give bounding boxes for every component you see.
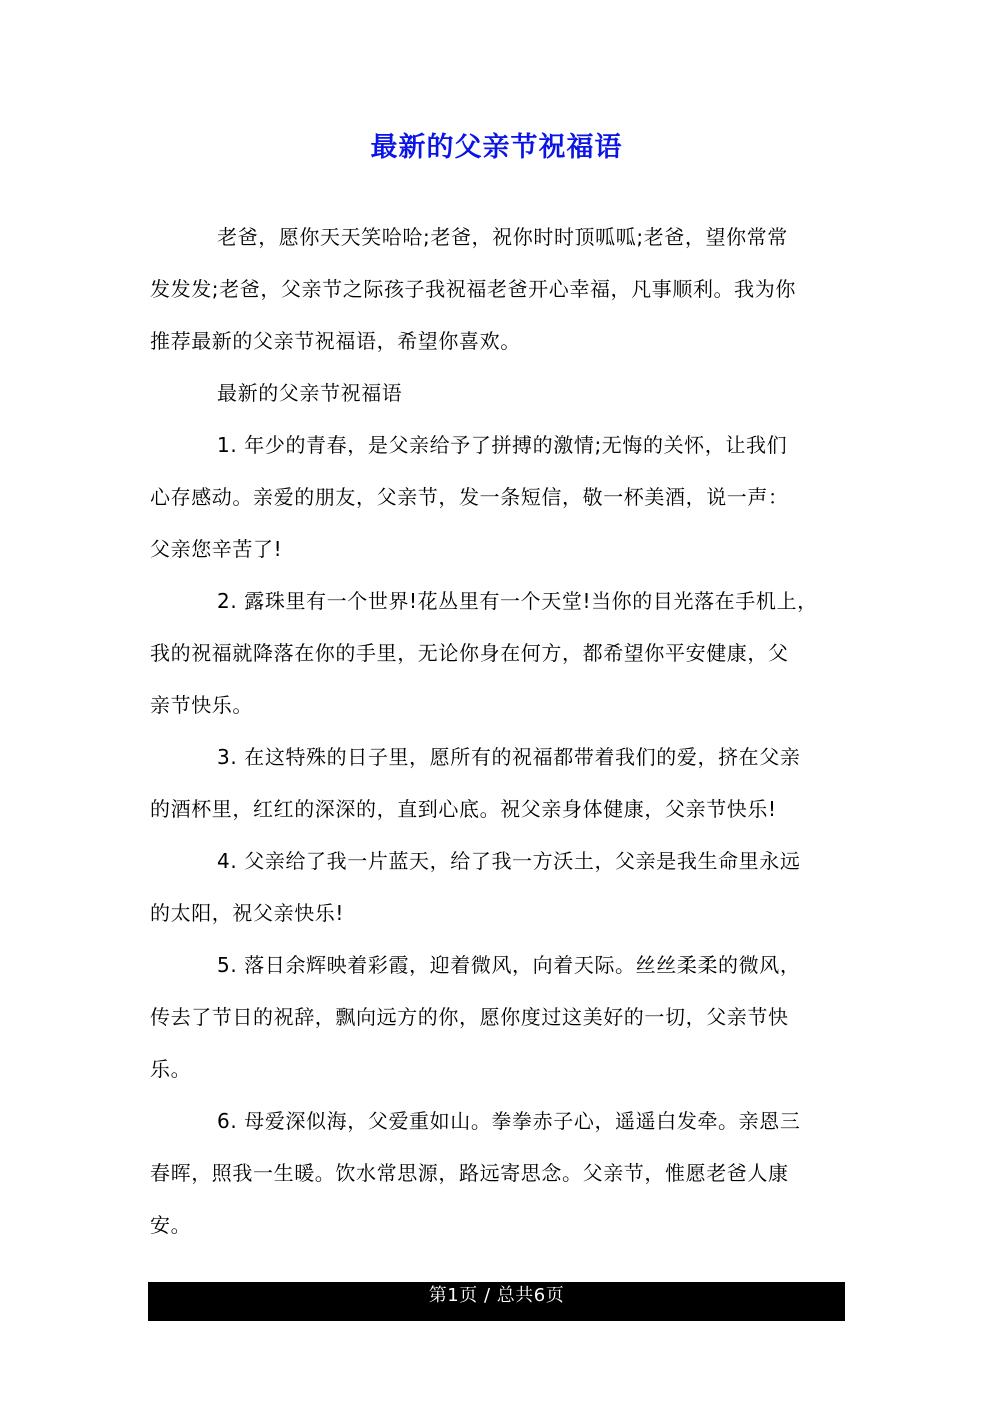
item-4-line-1: 4. 父亲给了我一片蓝天，给了我一方沃土，父亲是我生命里永远 (217, 849, 801, 873)
section-heading: 最新的父亲节祝福语 (217, 381, 403, 405)
item-2-line-1: 2. 露珠里有一个世界!花丛里有一个天堂!当你的目光落在手机上， (217, 589, 818, 613)
item-6-line-2: 春晖，照我一生暖。饮水常思源，路远寄思念。父亲节，惟愿老爸人康 (150, 1161, 789, 1185)
intro-line-1: 老爸，愿你天天笑哈哈;老爸，祝你时时顶呱呱;老爸，望你常常 (217, 225, 788, 249)
item-6-line-1: 6. 母爱深似海，父爱重如山。拳拳赤子心，遥遥白发牵。亲恩三 (217, 1109, 801, 1133)
item-2-line-3: 亲节快乐。 (150, 693, 253, 717)
item-5-line-3: 乐。 (150, 1057, 192, 1081)
page-footer-bar (148, 1282, 845, 1321)
item-5-line-2: 传去了节日的祝辞，飘向远方的你，愿你度过这美好的一切，父亲节快 (150, 1005, 789, 1029)
item-5-line-1: 5. 落日余辉映着彩霞，迎着微风，向着天际。丝丝柔柔的微风， (217, 953, 801, 977)
document-body (150, 219, 850, 1259)
intro-line-2: 发发发;老爸，父亲节之际孩子我祝福老爸开心幸福，凡事顺利。我为你 (150, 277, 796, 301)
intro-line-3: 推荐最新的父亲节祝福语，希望你喜欢。 (150, 329, 521, 353)
item-2-line-2: 我的祝福就降落在你的手里，无论你身在何方，都希望你平安健康，父 (150, 641, 789, 665)
item-1-line-2: 心存感动。亲爱的朋友，父亲节，发一条短信，敬一杯美酒，说一声： (150, 485, 789, 509)
item-3-line-2: 的酒杯里，红红的深深的，直到心底。祝父亲身体健康，父亲节快乐! (150, 797, 777, 821)
page-indicator: 第1页 / 总共6页 (428, 1285, 565, 1306)
item-6-line-3: 安。 (150, 1213, 192, 1237)
document-title: 最新的父亲节祝福语 (370, 132, 623, 163)
item-4-line-2: 的太阳，祝父亲快乐! (150, 901, 345, 925)
item-1-line-3: 父亲您辛苦了! (150, 537, 283, 561)
item-3-line-1: 3. 在这特殊的日子里，愿所有的祝福都带着我们的爱，挤在父亲 (217, 745, 801, 769)
item-1-line-1: 1. 年少的青春，是父亲给予了拼搏的激情;无悔的关怀，让我们 (217, 433, 788, 457)
